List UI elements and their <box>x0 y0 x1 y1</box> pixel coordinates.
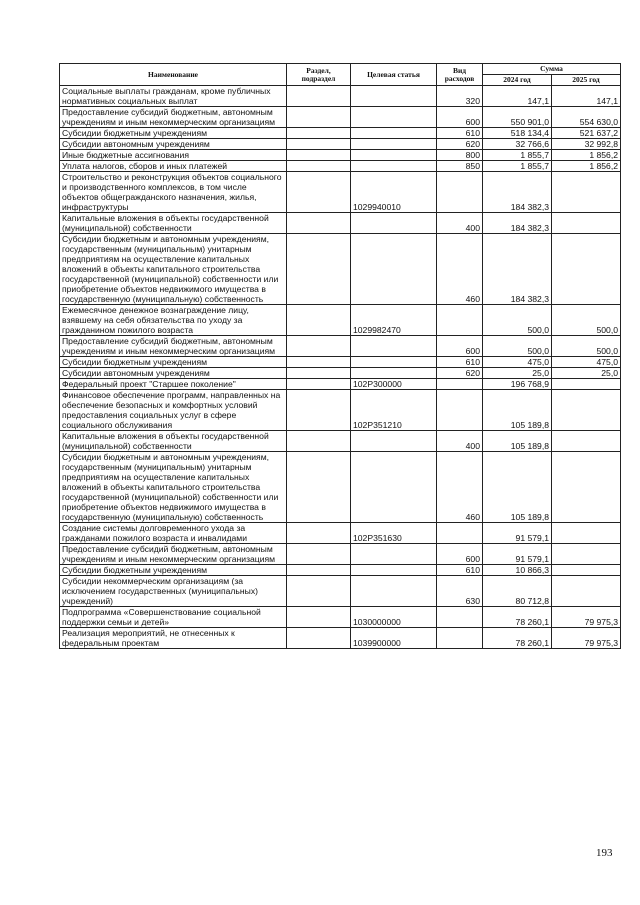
expense-kind-cell: 600 <box>437 544 483 565</box>
amount-2025-cell <box>552 172 621 213</box>
amount-2025-cell: 79 975,3 <box>552 628 621 649</box>
section-cell <box>287 544 351 565</box>
table-row <box>60 390 621 431</box>
amount-2025-cell <box>552 452 621 523</box>
expense-kind-cell: 620 <box>437 368 483 379</box>
expense-kind-cell: 620 <box>437 139 483 150</box>
table-row <box>60 368 621 379</box>
table-row <box>60 565 621 576</box>
expense-kind-cell: 800 <box>437 150 483 161</box>
amount-2025-cell: 475,0 <box>552 357 621 368</box>
table-row <box>60 107 621 128</box>
amount-2024-cell: 184 382,3 <box>483 213 552 234</box>
amount-2025-cell: 500,0 <box>552 305 621 336</box>
expense-kind-cell: 400 <box>437 431 483 452</box>
name-cell: Ежемесячное денежное вознаграждение лицу, взявшему на себя обязательства по уходу за гражданином пожилого возраста <box>60 305 287 336</box>
amount-2024-cell: 1 855,7 <box>483 150 552 161</box>
section-cell <box>287 150 351 161</box>
table-row <box>60 379 621 390</box>
header-name: Наименование <box>60 64 287 86</box>
amount-2024-cell: 518 134,4 <box>483 128 552 139</box>
name-cell: Предоставление субсидий бюджетным, автономным учреждениям и иным некоммерческим организациям <box>60 336 287 357</box>
table-row <box>60 213 621 234</box>
target-code-cell: 102P351210 <box>351 390 437 431</box>
header-sum: Сумма <box>483 64 621 75</box>
expense-kind-cell: 630 <box>437 576 483 607</box>
expense-kind-cell: 460 <box>437 452 483 523</box>
table-row <box>60 336 621 357</box>
amount-2025-cell: 32 992,8 <box>552 139 621 150</box>
section-cell <box>287 336 351 357</box>
name-cell: Создание системы долговременного ухода за гражданами пожилого возраста и инвалидами <box>60 523 287 544</box>
amount-2025-cell <box>552 379 621 390</box>
target-code-cell <box>351 452 437 523</box>
expense-kind-cell: 610 <box>437 565 483 576</box>
amount-2024-cell: 147,1 <box>483 86 552 107</box>
table-row <box>60 150 621 161</box>
amount-2024-cell: 25,0 <box>483 368 552 379</box>
amount-2024-cell: 78 260,1 <box>483 607 552 628</box>
target-code-cell: 1029940010 <box>351 172 437 213</box>
amount-2025-cell: 500,0 <box>552 336 621 357</box>
table-row <box>60 607 621 628</box>
section-cell <box>287 234 351 305</box>
section-cell <box>287 305 351 336</box>
name-cell: Иные бюджетные ассигнования <box>60 150 287 161</box>
section-cell <box>287 523 351 544</box>
amount-2025-cell: 79 975,3 <box>552 607 621 628</box>
target-code-cell <box>351 565 437 576</box>
name-cell: Предоставление субсидий бюджетным, автономным учреждениям и иным некоммерческим организациям <box>60 107 287 128</box>
name-cell: Капитальные вложения в объекты государственной (муниципальной) собственности <box>60 431 287 452</box>
section-cell <box>287 357 351 368</box>
amount-2025-cell: 1 856,2 <box>552 161 621 172</box>
table-row <box>60 172 621 213</box>
expense-kind-cell <box>437 607 483 628</box>
amount-2024-cell: 105 189,8 <box>483 431 552 452</box>
name-cell: Подпрограмма «Совершенствование социальной поддержки семьи и детей» <box>60 607 287 628</box>
name-cell: Реализация мероприятий, не отнесенных к федеральным проектам <box>60 628 287 649</box>
section-cell <box>287 107 351 128</box>
amount-2025-cell <box>552 213 621 234</box>
target-code-cell: 102P351630 <box>351 523 437 544</box>
section-cell <box>287 368 351 379</box>
name-cell: Субсидии автономным учреждениям <box>60 368 287 379</box>
amount-2024-cell: 196 768,9 <box>483 379 552 390</box>
header-target: Целевая статья <box>351 64 437 86</box>
expense-kind-cell <box>437 628 483 649</box>
amount-2024-cell: 91 579,1 <box>483 523 552 544</box>
name-cell: Предоставление субсидий бюджетным, автономным учреждениям и иным некоммерческим организациям <box>60 544 287 565</box>
section-cell <box>287 390 351 431</box>
table-row <box>60 576 621 607</box>
target-code-cell <box>351 544 437 565</box>
amount-2025-cell: 147,1 <box>552 86 621 107</box>
amount-2024-cell: 550 901,0 <box>483 107 552 128</box>
target-code-cell <box>351 128 437 139</box>
name-cell: Финансовое обеспечение программ, направленных на обеспечение безопасных и комфортных условий предоставления социальных услуг в сфере социального обслуживания <box>60 390 287 431</box>
amount-2025-cell <box>552 431 621 452</box>
target-code-cell <box>351 213 437 234</box>
table-header <box>60 64 621 86</box>
target-code-cell: 1029982470 <box>351 305 437 336</box>
table-row <box>60 234 621 305</box>
expense-kind-cell: 320 <box>437 86 483 107</box>
table-row <box>60 161 621 172</box>
table-row <box>60 128 621 139</box>
expense-kind-cell: 600 <box>437 107 483 128</box>
target-code-cell <box>351 234 437 305</box>
amount-2025-cell: 521 637,2 <box>552 128 621 139</box>
amount-2024-cell: 475,0 <box>483 357 552 368</box>
header-year-2024: 2024 год <box>483 75 552 86</box>
amount-2024-cell: 10 866,3 <box>483 565 552 576</box>
target-code-cell: 1030000000 <box>351 607 437 628</box>
table-row <box>60 305 621 336</box>
budget-table <box>59 63 621 649</box>
section-cell <box>287 86 351 107</box>
amount-2025-cell: 554 630,0 <box>552 107 621 128</box>
header-kind: Вид расходов <box>437 64 483 86</box>
target-code-cell <box>351 576 437 607</box>
table-row <box>60 628 621 649</box>
section-cell <box>287 161 351 172</box>
name-cell: Субсидии бюджетным учреждениям <box>60 357 287 368</box>
amount-2025-cell <box>552 234 621 305</box>
section-cell <box>287 431 351 452</box>
section-cell <box>287 576 351 607</box>
expense-kind-cell: 610 <box>437 357 483 368</box>
expense-kind-cell: 600 <box>437 336 483 357</box>
target-code-cell <box>351 357 437 368</box>
expense-kind-cell: 610 <box>437 128 483 139</box>
section-cell <box>287 628 351 649</box>
section-cell <box>287 379 351 390</box>
name-cell: Капитальные вложения в объекты государственной (муниципальной) собственности <box>60 213 287 234</box>
amount-2024-cell: 1 855,7 <box>483 161 552 172</box>
name-cell: Субсидии некоммерческим организациям (за исключением государственных (муниципальных) учреждений) <box>60 576 287 607</box>
expense-kind-cell <box>437 390 483 431</box>
amount-2025-cell <box>552 576 621 607</box>
target-code-cell <box>351 161 437 172</box>
section-cell <box>287 452 351 523</box>
amount-2025-cell <box>552 523 621 544</box>
section-cell <box>287 213 351 234</box>
target-code-cell <box>351 86 437 107</box>
target-code-cell <box>351 139 437 150</box>
name-cell: Социальные выплаты гражданам, кроме публичных нормативных социальных выплат <box>60 86 287 107</box>
table-row <box>60 523 621 544</box>
section-cell <box>287 607 351 628</box>
amount-2025-cell <box>552 544 621 565</box>
table-row <box>60 452 621 523</box>
expense-kind-cell: 460 <box>437 234 483 305</box>
target-code-cell: 102P300000 <box>351 379 437 390</box>
name-cell: Уплата налогов, сборов и иных платежей <box>60 161 287 172</box>
section-cell <box>287 565 351 576</box>
target-code-cell <box>351 431 437 452</box>
target-code-cell <box>351 150 437 161</box>
amount-2024-cell: 32 766,6 <box>483 139 552 150</box>
table-row <box>60 139 621 150</box>
page-number: 193 <box>596 847 613 859</box>
target-code-cell <box>351 368 437 379</box>
header-section: Раздел, подраздел <box>287 64 351 86</box>
name-cell: Субсидии бюджетным и автономным учреждениям, государственным (муниципальным) унитарным предприятиям на осуществление капитальных вложений в объекты капитального строительства государственной (муниципальной) собственности или приобретение объектов недвижимого имущества в государственную (муниципальную) собственность <box>60 234 287 305</box>
section-cell <box>287 139 351 150</box>
table-body <box>60 86 621 649</box>
name-cell: Субсидии автономным учреждениям <box>60 139 287 150</box>
table-row <box>60 357 621 368</box>
amount-2025-cell <box>552 390 621 431</box>
name-cell: Субсидии бюджетным и автономным учреждениям, государственным (муниципальным) унитарным предприятиям на осуществление капитальных вложений в объекты капитального строительства государственной (муниципальной) собственности или приобретение объектов недвижимого имущества в государственную (муниципальную) собственность <box>60 452 287 523</box>
amount-2025-cell: 1 856,2 <box>552 150 621 161</box>
table-row <box>60 431 621 452</box>
amount-2025-cell <box>552 565 621 576</box>
amount-2024-cell: 91 579,1 <box>483 544 552 565</box>
name-cell: Субсидии бюджетным учреждениям <box>60 565 287 576</box>
expense-kind-cell <box>437 305 483 336</box>
amount-2024-cell: 80 712,8 <box>483 576 552 607</box>
table-row <box>60 544 621 565</box>
expense-kind-cell <box>437 379 483 390</box>
amount-2024-cell: 105 189,8 <box>483 452 552 523</box>
name-cell: Субсидии бюджетным учреждениям <box>60 128 287 139</box>
header-year-2025: 2025 год <box>552 75 621 86</box>
name-cell: Строительство и реконструкция объектов социального и производственного комплексов, в том числе объектов общегражданского назначения, жилья, инфраструктуры <box>60 172 287 213</box>
amount-2024-cell: 184 382,3 <box>483 172 552 213</box>
amount-2025-cell: 25,0 <box>552 368 621 379</box>
amount-2024-cell: 500,0 <box>483 336 552 357</box>
amount-2024-cell: 105 189,8 <box>483 390 552 431</box>
table-row <box>60 86 621 107</box>
target-code-cell: 1039900000 <box>351 628 437 649</box>
section-cell <box>287 172 351 213</box>
expense-kind-cell: 850 <box>437 161 483 172</box>
amount-2024-cell: 500,0 <box>483 305 552 336</box>
target-code-cell <box>351 107 437 128</box>
expense-kind-cell: 400 <box>437 213 483 234</box>
amount-2024-cell: 78 260,1 <box>483 628 552 649</box>
expense-kind-cell <box>437 523 483 544</box>
section-cell <box>287 128 351 139</box>
name-cell: Федеральный проект "Старшее поколение" <box>60 379 287 390</box>
target-code-cell <box>351 336 437 357</box>
amount-2024-cell: 184 382,3 <box>483 234 552 305</box>
expense-kind-cell <box>437 172 483 213</box>
